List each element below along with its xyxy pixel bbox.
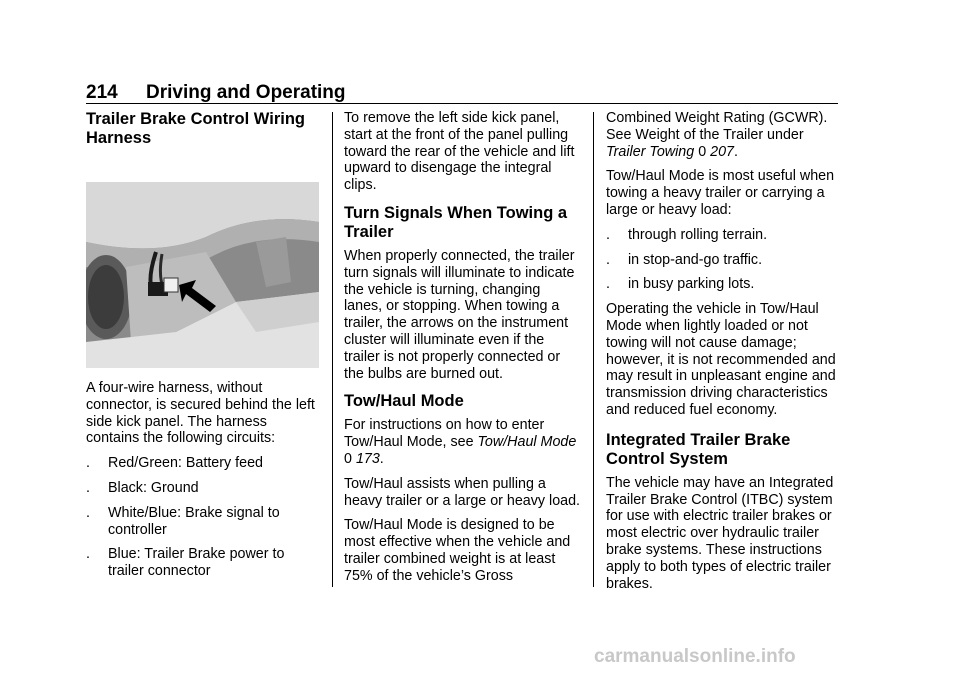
- itbc-paragraph: The vehicle may have an Integrated Trailer Brake Control (ITBC) system for use with electric trailer brakes or most electric over hydraulic trailer brake systems. These instructions apply to both types of electric trailer brakes.: [606, 474, 834, 592]
- header-rule: [86, 103, 838, 104]
- harness-intro: A four-wire harness, without connector, is secured behind the left side kick panel. The harness contains the following circuits:: [86, 380, 315, 447]
- xref-page[interactable]: 173: [355, 450, 380, 467]
- heading-turn-signals: Turn Signals When Towing a Trailer: [344, 203, 568, 241]
- heading-tow-haul: Tow/Haul Mode: [344, 392, 464, 411]
- xref-tow-haul-mode[interactable]: Tow/Haul Mode: [477, 434, 577, 451]
- list-item: . in busy parking lots.: [606, 276, 755, 293]
- page-number: 214: [86, 82, 118, 103]
- list-item: . through rolling terrain.: [606, 226, 768, 243]
- section-title: Driving and Operating: [146, 82, 346, 103]
- column-divider-2: [593, 112, 594, 587]
- ref-arrow-icon: 0: [344, 450, 352, 467]
- list-item: . Blue: Trailer Brake power to trailer connector: [86, 546, 285, 580]
- heading-itbc: Integrated Trailer Brake Control System: [606, 430, 791, 468]
- lightly-loaded-paragraph: Operating the vehicle in Tow/Haul Mode when lightly loaded or not towing will not cause damage; however, it is not recommended and may result in unpleasant engine and transmission driving characteristics and reduced fuel economy.: [606, 301, 836, 418]
- list-item: . Black: Ground: [86, 479, 199, 496]
- gcwr-paragraph: Combined Weight Rating (GCWR). See Weight of the Trailer under Trailer Towing 0 207.: [606, 110, 828, 160]
- xref-trailer-towing[interactable]: Trailer Towing: [606, 143, 695, 160]
- column-divider-1: [332, 112, 333, 587]
- list-item: . White/Blue: Brake signal to controller: [86, 504, 280, 538]
- list-item: . Red/Green: Battery feed: [86, 455, 263, 472]
- watermark: carmanualsonline.info: [594, 646, 796, 667]
- tow-haul-instructions: For instructions on how to enter Tow/Haul Mode, see Tow/Haul Mode 0 173.: [344, 417, 577, 467]
- kick-panel-paragraph: To remove the left side kick panel, start at the front of the panel pulling toward the rear of the vehicle and lift upward to disengage the integral clips.: [344, 110, 575, 194]
- xref-page[interactable]: 207: [710, 143, 734, 160]
- column-3: [606, 110, 842, 600]
- column-1: [86, 110, 322, 588]
- heading-wiring-harness: Trailer Brake Control Wiring Harness: [86, 110, 305, 147]
- tow-haul-design: Tow/Haul Mode is designed to be most effective when the vehicle and trailer combined weight is at least 75% of the vehicle’s Gross: [344, 517, 571, 584]
- column-2: [344, 110, 582, 593]
- tow-haul-assist: Tow/Haul assists when pulling a heavy trailer or a large or heavy load.: [344, 475, 581, 509]
- turn-signals-paragraph: When properly connected, the trailer turn signals will illuminate to indicate the vehicle is turning, changing lanes, or stopping. When towing a trailer, the arrows on the instrument cluster will illuminate even if the trailer is not properly connected or the bulbs are burned out.: [344, 247, 575, 382]
- ref-arrow-icon: 0: [698, 143, 707, 160]
- list-item: . in stop-and-go traffic.: [606, 251, 763, 268]
- tow-haul-useful: Tow/Haul Mode is most useful when towing a heavy trailer or carrying a large or heavy load:: [606, 168, 835, 218]
- wiring-harness-photo-icon: [86, 182, 319, 368]
